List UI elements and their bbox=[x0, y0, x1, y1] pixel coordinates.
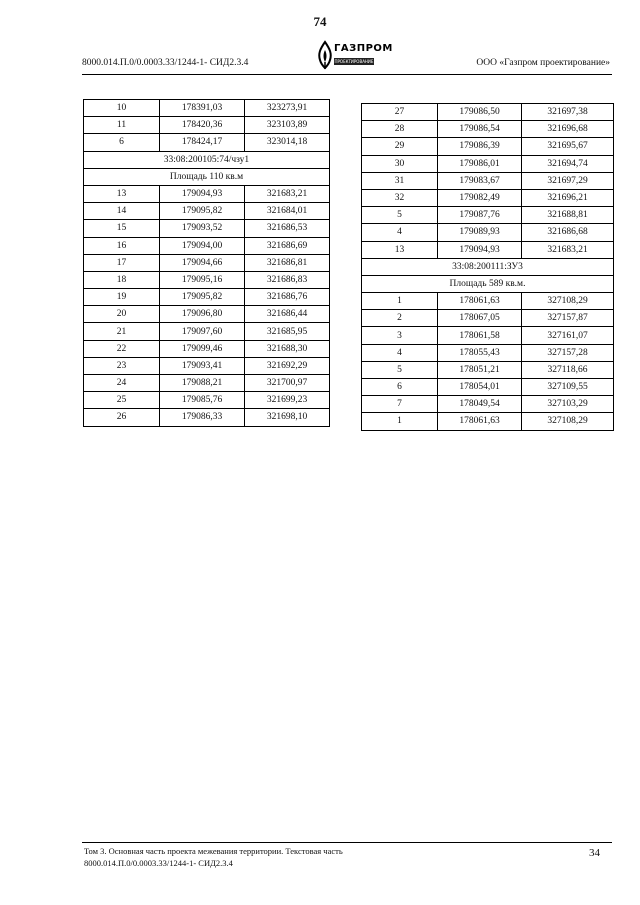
y-coordinate-cell: 327108,29 bbox=[522, 413, 614, 430]
y-coordinate-cell: 321692,29 bbox=[245, 357, 330, 374]
table-row bbox=[362, 310, 614, 327]
footer-volume-title: Том 3. Основная часть проекта межевания территории. Текстовая часть bbox=[84, 846, 343, 856]
table-row bbox=[84, 117, 330, 134]
x-coordinate-cell: 179094,93 bbox=[438, 241, 522, 258]
table-row bbox=[362, 155, 614, 172]
x-coordinate-cell: 179094,00 bbox=[160, 237, 245, 254]
table-row bbox=[362, 396, 614, 413]
table-row bbox=[84, 100, 330, 117]
organization-name: ООО «Газпром проектирование» bbox=[476, 58, 610, 68]
table-row bbox=[362, 207, 614, 224]
x-coordinate-cell: 178061,58 bbox=[438, 327, 522, 344]
coordinates-table-right bbox=[361, 103, 614, 431]
y-coordinate-cell: 327103,29 bbox=[522, 396, 614, 413]
y-coordinate-cell: 321686,81 bbox=[245, 254, 330, 271]
x-coordinate-cell: 179086,33 bbox=[160, 409, 245, 426]
gazprom-logo bbox=[316, 40, 393, 74]
table-row bbox=[84, 340, 330, 357]
x-coordinate-cell: 178424,17 bbox=[160, 134, 245, 151]
point-number-cell: 4 bbox=[362, 224, 438, 241]
y-coordinate-cell: 327157,28 bbox=[522, 344, 614, 361]
x-coordinate-cell: 179086,54 bbox=[438, 121, 522, 138]
x-coordinate-cell: 179097,60 bbox=[160, 323, 245, 340]
point-number-cell: 28 bbox=[362, 121, 438, 138]
point-number-cell: 31 bbox=[362, 172, 438, 189]
x-coordinate-cell: 179095,82 bbox=[160, 289, 245, 306]
point-number-cell: 19 bbox=[84, 289, 160, 306]
table-row bbox=[362, 361, 614, 378]
caption-cell: Площадь 110 кв.м bbox=[84, 168, 330, 185]
point-number-cell: 11 bbox=[84, 117, 160, 134]
x-coordinate-cell: 179086,39 bbox=[438, 138, 522, 155]
y-coordinate-cell: 321698,10 bbox=[245, 409, 330, 426]
point-number-cell: 21 bbox=[84, 323, 160, 340]
y-coordinate-cell: 321688,81 bbox=[522, 207, 614, 224]
x-coordinate-cell: 178055,43 bbox=[438, 344, 522, 361]
point-number-cell: 27 bbox=[362, 104, 438, 121]
point-number-cell: 17 bbox=[84, 254, 160, 271]
point-number-cell: 20 bbox=[84, 306, 160, 323]
table-caption-row bbox=[362, 258, 614, 275]
y-coordinate-cell: 321683,21 bbox=[245, 185, 330, 202]
table-row bbox=[84, 220, 330, 237]
y-coordinate-cell: 327108,29 bbox=[522, 293, 614, 310]
table-row bbox=[362, 189, 614, 206]
y-coordinate-cell: 327109,55 bbox=[522, 379, 614, 396]
table-row bbox=[84, 185, 330, 202]
table-row bbox=[362, 379, 614, 396]
table-row bbox=[362, 344, 614, 361]
x-coordinate-cell: 178051,21 bbox=[438, 361, 522, 378]
point-number-cell: 1 bbox=[362, 293, 438, 310]
document-code: 8000.014.П.0/0.0003.33/1244-1- СИД2.3.4 bbox=[82, 58, 249, 68]
table-caption-row bbox=[362, 275, 614, 292]
y-coordinate-cell: 321688,30 bbox=[245, 340, 330, 357]
y-coordinate-cell: 321696,21 bbox=[522, 189, 614, 206]
table-row bbox=[362, 241, 614, 258]
x-coordinate-cell: 179096,80 bbox=[160, 306, 245, 323]
point-number-cell: 7 bbox=[362, 396, 438, 413]
point-number-cell: 23 bbox=[84, 357, 160, 374]
x-coordinate-cell: 179082,49 bbox=[438, 189, 522, 206]
point-number-cell: 6 bbox=[84, 134, 160, 151]
x-coordinate-cell: 178049,54 bbox=[438, 396, 522, 413]
y-coordinate-cell: 321694,74 bbox=[522, 155, 614, 172]
table-row bbox=[84, 289, 330, 306]
y-coordinate-cell: 321685,95 bbox=[245, 323, 330, 340]
x-coordinate-cell: 179087,76 bbox=[438, 207, 522, 224]
logo-subtext: ПРОЕКТИРОВАНИЕ bbox=[334, 59, 374, 64]
point-number-cell: 4 bbox=[362, 344, 438, 361]
x-coordinate-cell: 178054,01 bbox=[438, 379, 522, 396]
x-coordinate-cell: 179083,67 bbox=[438, 172, 522, 189]
x-coordinate-cell: 179086,01 bbox=[438, 155, 522, 172]
y-coordinate-cell: 327161,07 bbox=[522, 327, 614, 344]
table-row bbox=[362, 138, 614, 155]
x-coordinate-cell: 179094,93 bbox=[160, 185, 245, 202]
x-coordinate-cell: 179095,82 bbox=[160, 203, 245, 220]
point-number-cell: 1 bbox=[362, 413, 438, 430]
table-row bbox=[362, 172, 614, 189]
x-coordinate-cell: 178067,05 bbox=[438, 310, 522, 327]
table-row bbox=[362, 293, 614, 310]
caption-cell: 33:08:200105:74/чзу1 bbox=[84, 151, 330, 168]
table-row bbox=[84, 203, 330, 220]
y-coordinate-cell: 323014,18 bbox=[245, 134, 330, 151]
y-coordinate-cell: 321686,53 bbox=[245, 220, 330, 237]
x-coordinate-cell: 179093,41 bbox=[160, 357, 245, 374]
point-number-cell: 25 bbox=[84, 392, 160, 409]
y-coordinate-cell: 321686,44 bbox=[245, 306, 330, 323]
table-row bbox=[84, 375, 330, 392]
point-number-cell: 24 bbox=[84, 375, 160, 392]
table-row bbox=[84, 306, 330, 323]
point-number-cell: 32 bbox=[362, 189, 438, 206]
x-coordinate-cell: 179094,66 bbox=[160, 254, 245, 271]
y-coordinate-cell: 321700,97 bbox=[245, 375, 330, 392]
point-number-cell: 5 bbox=[362, 361, 438, 378]
table-caption-row bbox=[84, 151, 330, 168]
table-row bbox=[84, 271, 330, 288]
page-number-top: 74 bbox=[313, 14, 327, 29]
y-coordinate-cell: 321686,83 bbox=[245, 271, 330, 288]
point-number-cell: 6 bbox=[362, 379, 438, 396]
point-number-cell: 13 bbox=[362, 241, 438, 258]
footer-rule bbox=[82, 842, 612, 843]
x-coordinate-cell: 179095,16 bbox=[160, 271, 245, 288]
table-row bbox=[84, 357, 330, 374]
point-number-cell: 16 bbox=[84, 237, 160, 254]
y-coordinate-cell: 321699,23 bbox=[245, 392, 330, 409]
table-row bbox=[84, 237, 330, 254]
x-coordinate-cell: 178061,63 bbox=[438, 293, 522, 310]
point-number-cell: 29 bbox=[362, 138, 438, 155]
y-coordinate-cell: 321697,29 bbox=[522, 172, 614, 189]
header-rule bbox=[82, 74, 612, 75]
coordinates-table-left bbox=[83, 99, 330, 427]
x-coordinate-cell: 178420,36 bbox=[160, 117, 245, 134]
x-coordinate-cell: 179085,76 bbox=[160, 392, 245, 409]
table-row bbox=[84, 323, 330, 340]
logo-wordmark: ГАЗПРОМ bbox=[334, 43, 393, 54]
y-coordinate-cell: 321686,69 bbox=[245, 237, 330, 254]
point-number-cell: 10 bbox=[84, 100, 160, 117]
table-row bbox=[362, 327, 614, 344]
y-coordinate-cell: 321696,68 bbox=[522, 121, 614, 138]
table-row bbox=[362, 224, 614, 241]
x-coordinate-cell: 178391,03 bbox=[160, 100, 245, 117]
y-coordinate-cell: 321684,01 bbox=[245, 203, 330, 220]
x-coordinate-cell: 178061,63 bbox=[438, 413, 522, 430]
point-number-cell: 13 bbox=[84, 185, 160, 202]
y-coordinate-cell: 323103,89 bbox=[245, 117, 330, 134]
point-number-cell: 30 bbox=[362, 155, 438, 172]
table-row bbox=[84, 392, 330, 409]
flame-icon bbox=[316, 40, 334, 70]
point-number-cell: 15 bbox=[84, 220, 160, 237]
point-number-cell: 14 bbox=[84, 203, 160, 220]
table-row bbox=[362, 104, 614, 121]
page-number-bottom: 34 bbox=[589, 847, 600, 859]
x-coordinate-cell: 179086,50 bbox=[438, 104, 522, 121]
table-row bbox=[84, 254, 330, 271]
table-caption-row bbox=[84, 168, 330, 185]
y-coordinate-cell: 327157,87 bbox=[522, 310, 614, 327]
table-row bbox=[362, 413, 614, 430]
y-coordinate-cell: 321686,68 bbox=[522, 224, 614, 241]
caption-cell: Площадь 589 кв.м. bbox=[362, 275, 614, 292]
footer-document-code: 8000.014.П.0/0.0003.33/1244-1- СИД2.3.4 bbox=[84, 858, 233, 868]
y-coordinate-cell: 321683,21 bbox=[522, 241, 614, 258]
y-coordinate-cell: 327118,66 bbox=[522, 361, 614, 378]
point-number-cell: 3 bbox=[362, 327, 438, 344]
y-coordinate-cell: 323273,91 bbox=[245, 100, 330, 117]
x-coordinate-cell: 179099,46 bbox=[160, 340, 245, 357]
y-coordinate-cell: 321697,38 bbox=[522, 104, 614, 121]
point-number-cell: 5 bbox=[362, 207, 438, 224]
point-number-cell: 18 bbox=[84, 271, 160, 288]
point-number-cell: 26 bbox=[84, 409, 160, 426]
x-coordinate-cell: 179088,21 bbox=[160, 375, 245, 392]
y-coordinate-cell: 321695,67 bbox=[522, 138, 614, 155]
x-coordinate-cell: 179089,93 bbox=[438, 224, 522, 241]
table-row bbox=[362, 121, 614, 138]
x-coordinate-cell: 179093,52 bbox=[160, 220, 245, 237]
point-number-cell: 22 bbox=[84, 340, 160, 357]
table-row bbox=[84, 409, 330, 426]
table-row bbox=[84, 134, 330, 151]
caption-cell: 33:08:200111:ЗУ3 bbox=[362, 258, 614, 275]
point-number-cell: 2 bbox=[362, 310, 438, 327]
y-coordinate-cell: 321686,76 bbox=[245, 289, 330, 306]
